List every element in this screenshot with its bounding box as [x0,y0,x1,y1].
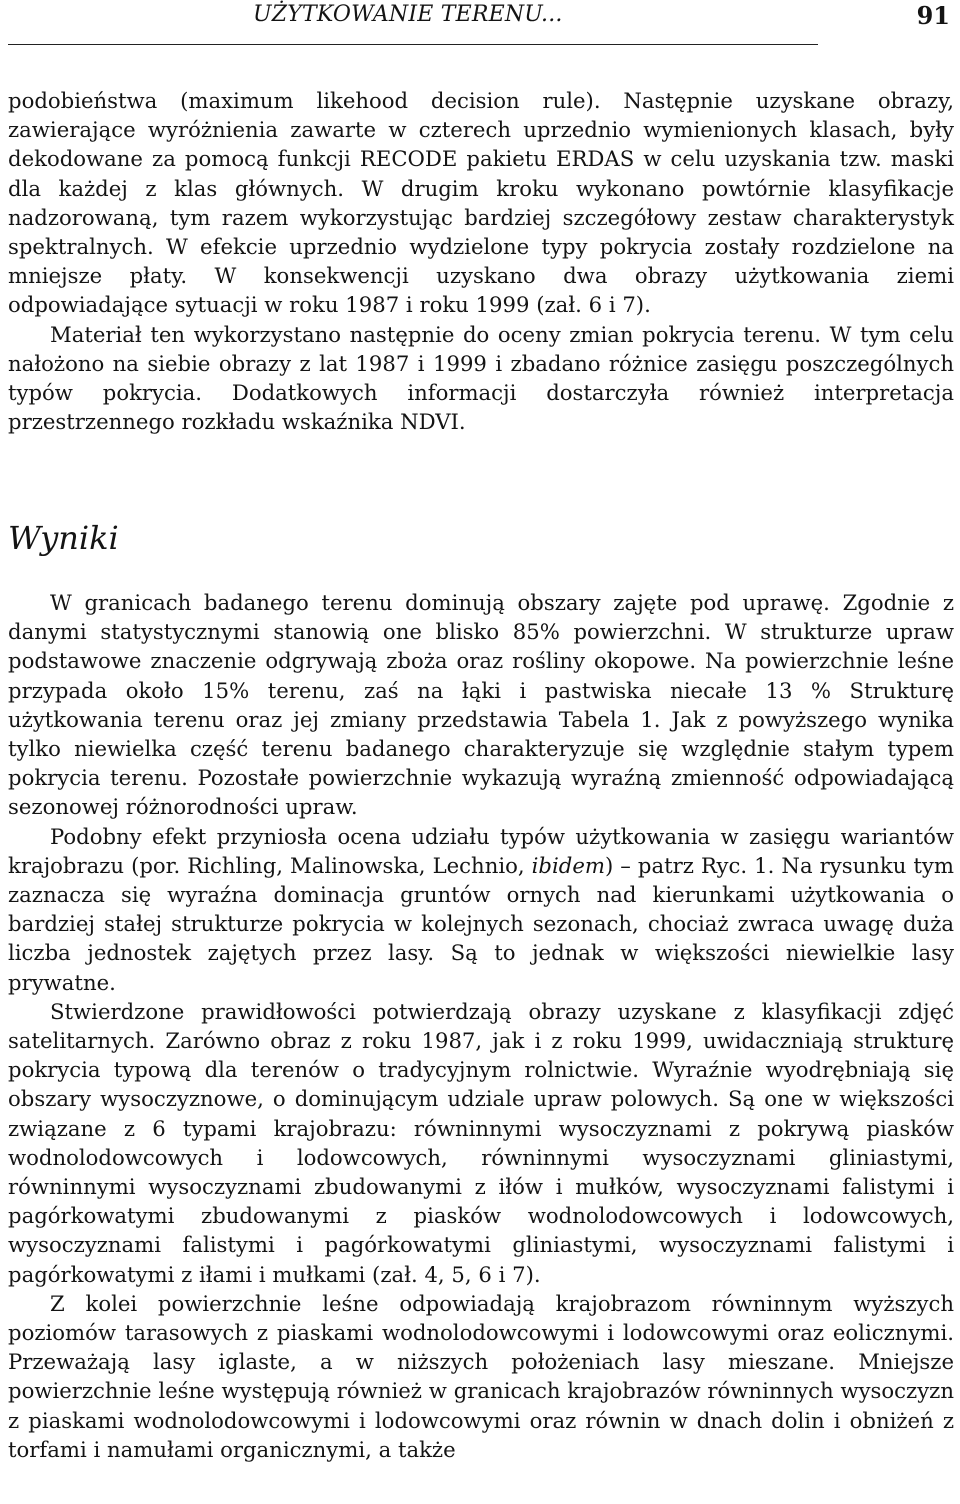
document-page [8,0,954,1462]
results-paragraph-2-text: Podobny efekt przyniosła ocena udziału typów użytkowania w zasięgu wariantów krajobrazu (por. Richling, Malinowska, Lechnio, [8,823,954,878]
methods-paragraph-2: Materiał ten wykorzystano następnie do oceny zmian pokrycia terenu. W tym celu nałożono na siebie obrazy z lat 1987 i 1999 i zbadano różnice zasięgu poszczególnych typów pokrycia. Dodatkowych informacji dostarczyła również interpretacja przestrzennego rozkładu wskaźnika NDVI. [8,321,954,435]
results-paragraph-1: W granicach badanego terenu dominują obszary zajęte pod uprawę. Zgodnie z danymi statystycznymi stanowią one blisko 85% powierzchni. W strukturze upraw podstawowe znaczenie odgrywają zboża oraz rośliny okopowe. Na powierzchnie leśne przypada około 15% terenu, zaś na łąki i pastwiska niecałe 13 % Strukturę użytkowania terenu oraz jej zmiany przedstawia Tabela 1. Jak z powyższego wynika tylko niewielka część terenu badanego charakteryzuje się względnie stałym typem pokrycia terenu. Pozostałe powierzchnie wykazują wyraźną zmienność odpowiadającą sezonowej różnorodności upraw. [8,590,954,820]
running-title: UŻYTKOWANIE TERENU... [253,2,563,27]
results-paragraph-2 [8,822,954,997]
citation-ibidem: ibidem [531,852,605,878]
results-paragraph-3: Stwierdzone prawidłowości potwierdzają obrazy uzyskane z klasyfikacji zdjęć satelitarnych. Zarówno obraz z roku 1987, jak i z roku 1999, uwidaczniają strukturę pokrycia typową dla terenów o tradycyjnym rolnictwie. Wyraźnie wyodrębniają się obszary wysoczyznowe, o dominującym udziale upraw polowych. Są one w większości związane z 6 typami krajobrazu: równinnymi wysoczyznami z pokrywą piasków wodnolodowcowych i lodowcowych, równinnymi wysoczyznami gliniastymi, równinnymi wysoczyznami zbudowanymi z iłów i mułków, wysoczyznami falistymi i pagórkowatymi zbudowanymi z piasków wodnolodowcowych i lodowcowych, wysoczyznami falistymi i pagórkowatymi gliniastymi, wysoczyznami falistymi i pagórkowatymi z iłami i mułkami (zał. 4, 5, 6 i 7). [8,998,954,1287]
results-paragraph-2-text-cont: ) – patrz Ryc. 1. Na rysunku tym zaznacza się wyraźna dominacja gruntów ornych nad kierunkami użytkowania o bardziej stałej strukturze pokrycia w kolejnych sezonach, chociaż zwraca uwagę duża liczba jednostek zajętych przez lasy. Są to jednak w większości niewielkie lasy prywatne. [8,852,954,995]
page-header [8,0,954,46]
results-paragraph-4: Z kolei powierzchnie leśne odpowiadają krajobrazom równinnym wyższych poziomów tarasowych z piaskami wodnolodowcowymi i lodowcowymi oraz eolicznymi. Przeważają lasy iglaste, a w niższych położeniach lasy mieszane. Mniejsze powierzchnie leśne występują również w granicach krajobrazów równinnych wysoczyzn z piaskami wodnolodowcowymi i lodowcowymi oraz równin w dnach dolin i obniżeń z torfami i namułami organicznymi, a także [8,1290,954,1462]
methods-section [8,86,954,436]
header-rule [8,44,818,45]
results-section [8,588,954,1464]
section-heading-results: Wyniki [8,519,119,557]
methods-paragraph-1: podobieństwa (maximum likehood decision rule). Następnie uzyskane obrazy, zawierające wyróżnienia zawarte w czterech uprzednio wymienionych klasach, były dekodowane za pomocą funkcji RECODE pakietu ERDAS w celu uzyskania tzw. maski dla każdej z klas głównych. W drugim kroku wykonano powtórnie klasyfikacje nadzorowaną, tym razem wykorzystując bardziej szczegółowy zestaw charakterystyk spektralnych. W efekcie uprzednio wydzielone typy pokrycia zostały rozdzielone na mniejsze płaty. W konsekwencji uzyskano dwa obrazy użytkowania ziemi odpowiadające sytuacji w roku 1987 i roku 1999 (zał. 6 i 7). [8,88,954,318]
page-number: 91 [916,1,950,30]
